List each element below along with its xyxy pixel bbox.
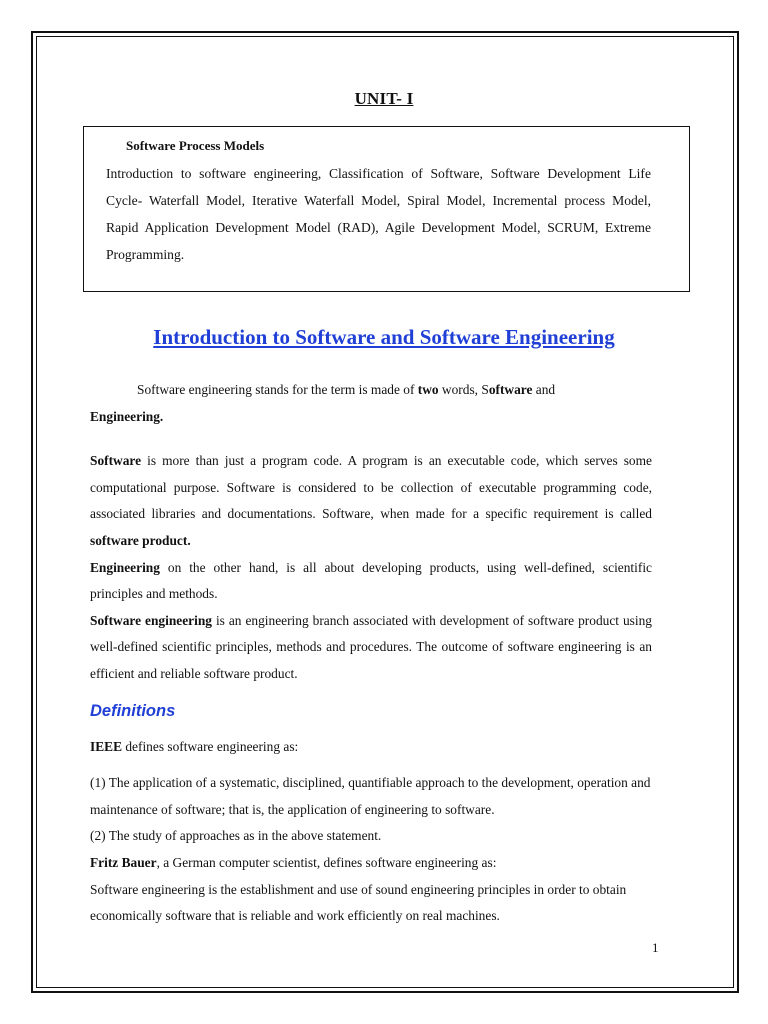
ieee-text: defines software engineering as: xyxy=(122,738,299,754)
intro-paragraph xyxy=(90,377,652,404)
document-content xyxy=(90,377,652,930)
software-paragraph xyxy=(90,448,652,554)
unit-title: UNIT- I xyxy=(354,89,414,108)
intro-text-3: and xyxy=(532,382,556,397)
definition-1: (1) The application of a systematic, disciplined, quantifiable approach to the development, operation and maintenance of software; that is, the application of engineering to software. xyxy=(90,775,651,817)
syllabus-heading: Software Process Models xyxy=(126,138,265,153)
ieee-bold: IEEE xyxy=(90,738,123,754)
engineering-lead: Engineering xyxy=(90,559,160,575)
software-text: is more than just a program code. A program is an executable code, which serves some computational purpose. Software is considered to be collection of executable programming code, associated libraries and documentations. Software, when made for a specific requirement is called xyxy=(90,453,652,522)
ieee-paragraph xyxy=(90,734,652,761)
software-product-bold: software product. xyxy=(90,532,191,548)
intro-text-2: words, S xyxy=(438,382,489,397)
definitions-heading: Definitions xyxy=(90,701,176,720)
intro-bold-oftware: oftware xyxy=(488,382,533,397)
engineering-text: on the other hand, is all about developing products, using well-defined, scientific principles and methods. xyxy=(90,559,652,602)
intro-paragraph-cont xyxy=(90,404,652,431)
page-number: 1 xyxy=(652,940,659,955)
bauer-paragraph xyxy=(90,850,652,877)
bauer-bold: Fritz Bauer xyxy=(90,854,157,870)
engineering-paragraph xyxy=(90,555,652,608)
intro-text-1: Software engineering stands for the term is made of xyxy=(137,382,418,397)
intro-bold-engineering: Engineering. xyxy=(90,408,164,424)
se-paragraph xyxy=(90,608,652,688)
intro-bold-two: two xyxy=(417,382,439,397)
se-text: is an engineering branch associated with development of software product using well-defined scientific principles, methods and procedures. The outcome of software engineering is an efficient and reliable software product. xyxy=(90,612,652,681)
syllabus-body: Introduction to software engineering, Classification of Software, Software Development Life Cycle- Waterfall Model, Iterative Waterfall Model, Spiral Model, Incremental process Model, Rapid Application Development Model (RAD), Agile Development Model, SCRUM, Extreme Programming. xyxy=(106,166,651,262)
section-title: Introduction to Software and Software Engineering xyxy=(153,325,615,349)
se-lead: Software engineering xyxy=(90,612,212,628)
syllabus-box xyxy=(83,126,690,292)
software-lead: Software xyxy=(90,453,142,469)
bauer-text: , a German computer scientist, defines software engineering as: xyxy=(156,854,497,870)
definition-2: (2) The study of approaches as in the above statement. xyxy=(90,828,382,844)
bauer-definition: Software engineering is the establishment and use of sound engineering principles in order to obtain economically software that is reliable and work efficiently on real machines. xyxy=(90,881,627,924)
